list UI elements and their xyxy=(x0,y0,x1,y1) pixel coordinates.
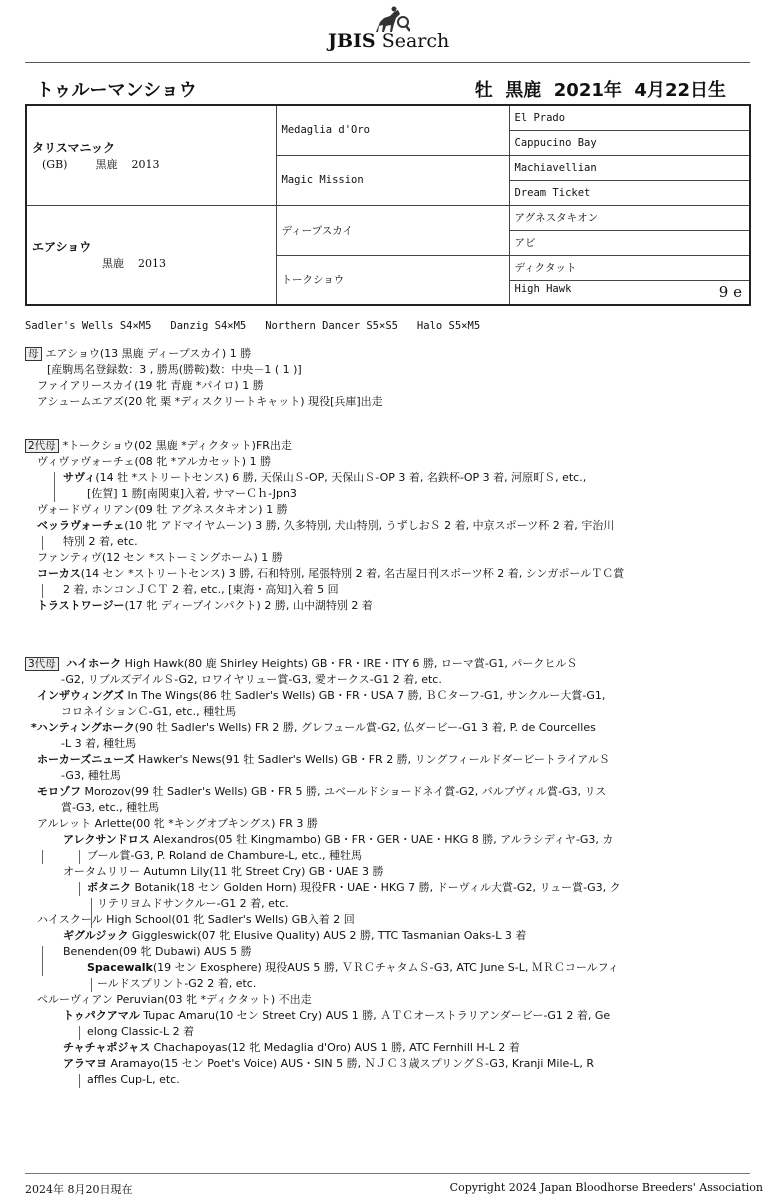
gen2-line-4: ヴォードヴィリアン(09 牡 アグネスタキオン) 1 勝 xyxy=(37,503,288,516)
gen3-3: Machiavellian xyxy=(509,155,750,180)
indent-bar xyxy=(54,472,55,502)
gen3-line-6: ホーカーズニューズ Hawker's News(91 牡 Sadler's Wells) GB・FR 2 勝, リングフィールドダービートライアルＳ xyxy=(37,753,610,766)
sire-name: タリスマニック xyxy=(32,140,116,155)
title-row xyxy=(36,76,726,102)
dam-dam: トークショウ xyxy=(276,255,509,305)
dam-section xyxy=(25,346,745,410)
inbreeding-line: Sadler's Wells S4×M5 Danzig S4×M5 Northern Dancer S5×S5 Halo S5×M5 xyxy=(25,320,481,332)
gen3-4: Dream Ticket xyxy=(509,180,750,205)
gen3-line-22: トゥパクアマル Tupac Amaru(10 セン Street Cry) AUS 1 勝, ＡＴＣオーストラリアンダービー-G1 2 着, Ge xyxy=(63,1009,611,1022)
gen3-line-16: ハイスクール High School(01 牝 Sadler's Wells) GB入着 2 回 xyxy=(37,913,355,926)
dam-line-1: [産駒馬名登録数：3 , 勝馬(勝鞍)数：中央－1 ( 1 )] xyxy=(47,363,302,376)
dam-line-2: ファイアリースカイ(19 牝 青鹿 *パイロ) 1 勝 xyxy=(37,379,264,392)
dam-line-0: 母 エアショウ(13 黒鹿 ディープスカイ) 1 勝 xyxy=(25,346,745,362)
gen3-line-20: ールドスプリント-G2 2 着, etc. xyxy=(97,977,257,990)
gen3-line-25: アラマヨ Aramayo(15 セン Poet's Voice) AUS・SIN 5 勝, ＮＪＣ３歳スプリングＳ-G3, Kranji Mile-L, R xyxy=(63,1057,595,1070)
gen3-line-4: *ハンティングホーク(90 牡 Sadler's Wells) FR 2 勝, グレフュール賞-G2, 仏ダービー-G1 3 着, P. de Courcelles xyxy=(31,721,596,734)
gen3-2: Cappucino Bay xyxy=(509,130,750,155)
gen3-line-19: Spacewalk(19 セン Exosphere) 現役AUS 5 勝, ＶＲＣチャタムＳ-G3, ATC June S-L, ＭＲＣコールフィ xyxy=(87,961,619,974)
indent-bar xyxy=(79,1074,80,1088)
footer-date: 2024年 8月20日現在 xyxy=(25,1183,133,1196)
indent-bar xyxy=(91,978,92,992)
gen3-line-14: ボタニク Botanik(18 セン Golden Horn) 現役FR・UAE・HKG 7 勝, ドーヴィル大賞-G2, リュー賞-G3, ク xyxy=(87,881,621,894)
gen3-7: ディクタット xyxy=(509,255,750,280)
gen3-line-13: オータムリリー Autumn Lily(11 牝 Street Cry) GB・UAE 3 勝 xyxy=(63,865,384,878)
gen3-line-23: elong Classic-L 2 着 xyxy=(87,1025,195,1038)
gen2-line-6: 特別 2 着, etc. xyxy=(63,535,138,548)
gen2-line-2: サヴィ(14 牡 *ストリートセンス) 6 勝, 天保山Ｓ-OP, 天保山Ｓ-OP 3 着, 名鉄杯-OP 3 着, 河原町Ｓ, etc., xyxy=(63,471,587,484)
horse-name: トゥルーマンショウ xyxy=(36,80,197,101)
gen2-tag: 2代母 xyxy=(25,439,59,453)
gen3-line-11: アレクサンドロス Alexandros(05 牡 Kingmambo) GB・FR・GER・UAE・HKG 8 勝, アルラシディヤ-G3, カ xyxy=(63,833,614,846)
gen2-line-5: ベッラヴォーチェ(10 牝 アドマイヤムーン) 3 勝, 久多特別, 犬山特別, うずしおＳ 2 着, 中京スポーツ杯 2 着, 宇治川 xyxy=(37,519,615,532)
gen3-section xyxy=(25,656,745,1088)
jbis-logo[interactable] xyxy=(328,6,460,56)
gen3-line-8: モロゾフ Morozov(99 牡 Sadler's Wells) GB・FR 5 勝, ユベールドショードネイ賞-G2, バルブヴィル賞-G3, リス xyxy=(37,785,607,798)
sire-details: (GB) 黒鹿 2013 xyxy=(42,157,160,171)
indent-bar xyxy=(79,882,80,896)
gen3-line-15: リテリヨムドサンクルー-G1 2 着, etc. xyxy=(97,897,289,910)
gen3-line-3: コロネイションＣ-G1, etc., 種牡馬 xyxy=(61,705,237,718)
indent-bar xyxy=(42,850,43,864)
gen3-line-2: インザウィングズ In The Wings(86 牡 Sadler's Wells) GB・FR・USA 7 勝, ＢＣターフ-G1, サンクルー大賞-G1, xyxy=(37,689,606,702)
gen2-line-7: ファンティヴ(12 セン *ストーミングホーム) 1 勝 xyxy=(37,551,283,564)
gen2-line-9: 2 着, ホンコンＪＣＴ 2 着, etc., [東海・高知]入着 5 回 xyxy=(63,583,339,596)
sire-cell xyxy=(26,105,276,205)
horse-info: 牡 黒鹿 2021年 4月22日生 xyxy=(474,80,726,101)
logo-text: JBIS Search xyxy=(328,30,450,52)
gen3-1: El Prado xyxy=(509,105,750,130)
dam-tag: 母 xyxy=(25,347,42,361)
dam-details: 黒鹿 2013 xyxy=(102,257,166,271)
pedigree-table xyxy=(25,104,751,306)
gen3-line-10: アルレット Arlette(00 牝 *キングオブキングス) FR 3 勝 xyxy=(37,817,318,830)
gen2-line-0: 2代母 *トークショウ(02 黒鹿 *ディクタット)FR出走 xyxy=(25,438,745,454)
dam-name: エアショウ xyxy=(32,240,92,255)
footer-divider xyxy=(25,1173,750,1174)
gen3-line-9: 賞-G3, etc., 種牡馬 xyxy=(61,801,160,814)
indent-bar xyxy=(91,898,92,928)
indent-bar xyxy=(79,1026,80,1040)
gen2-line-1: ヴィヴァヴォーチェ(08 牝 *アルカセット) 1 勝 xyxy=(37,455,272,468)
gen3-line-7: -G3, 種牡馬 xyxy=(61,769,121,782)
indent-bar xyxy=(42,946,43,976)
family-number: 9 e xyxy=(718,283,742,302)
indent-bar xyxy=(79,850,80,864)
dam-line-3: アシュームエアズ(20 牝 栗 *ディスクリートキャット) 現役[兵庫]出走 xyxy=(37,395,383,408)
gen3-line-1: -G2, リブルズデイルＳ-G2, ロワイヤリュー賞-G3, 愛オークス-G1 2 着, etc. xyxy=(61,673,442,686)
dam-sire: ディープスカイ xyxy=(276,205,509,255)
gen3-line-26: affles Cup-L, etc. xyxy=(87,1073,180,1086)
gen2-line-8: コーカス(14 セン *ストリートセンス) 3 勝, 石和特別, 尾張特別 2 着, 名古屋日刊スポーツ杯 2 着, シンガポールＴＣ賞 xyxy=(37,567,625,580)
gen3-tag: 3代母 xyxy=(25,657,59,671)
dam-cell xyxy=(26,205,276,305)
header-divider xyxy=(25,62,750,63)
indent-bar xyxy=(42,584,43,598)
gen3-line-24: チャチャポジャス Chachapoyas(12 牝 Medaglia d'Oro) AUS 1 勝, ATC Fernhill H-L 2 着 xyxy=(63,1041,520,1054)
gen3-line-5: -L 3 着, 種牡馬 xyxy=(61,737,137,750)
indent-bar xyxy=(42,536,43,550)
gen3-line-0: 3代母 ハイホーク High Hawk(80 鹿 Shirley Heights) GB・FR・IRE・ITY 6 勝, ローマ賞-G1, パークヒルＳ xyxy=(25,656,745,672)
footer-copyright: Copyright 2024 Japan Bloodhorse Breeders' Association xyxy=(449,1181,763,1194)
gen3-6: アビ xyxy=(509,230,750,255)
gen3-line-18: Benenden(09 牝 Dubawi) AUS 5 勝 xyxy=(63,945,252,958)
gen2-line-3: [佐賀] 1 勝[南関東]入着, サマーＣｈ-Jpn3 xyxy=(87,487,297,500)
gen3-5: アグネスタキオン xyxy=(509,205,750,230)
gen2-line-10: トラストワージー(17 牝 ディープインパクト) 2 勝, 山中湖特別 2 着 xyxy=(37,599,373,612)
gen3-line-17: ギグルジック Giggleswick(07 牝 Elusive Quality) AUS 2 勝, TTC Tasmanian Oaks-L 3 着 xyxy=(63,929,527,942)
gen2-section xyxy=(25,438,745,614)
sire-sire: Medaglia d'Oro xyxy=(276,105,509,155)
gen3-line-21: ペルーヴィアン Peruvian(03 牝 *ディクタット) 不出走 xyxy=(37,993,312,1006)
gen3-8: High Hawk 9 e xyxy=(509,280,750,305)
sire-dam: Magic Mission xyxy=(276,155,509,205)
gen3-line-12: ブール賞-G3, P. Roland de Chambure-L, etc., 種牡馬 xyxy=(87,849,363,862)
